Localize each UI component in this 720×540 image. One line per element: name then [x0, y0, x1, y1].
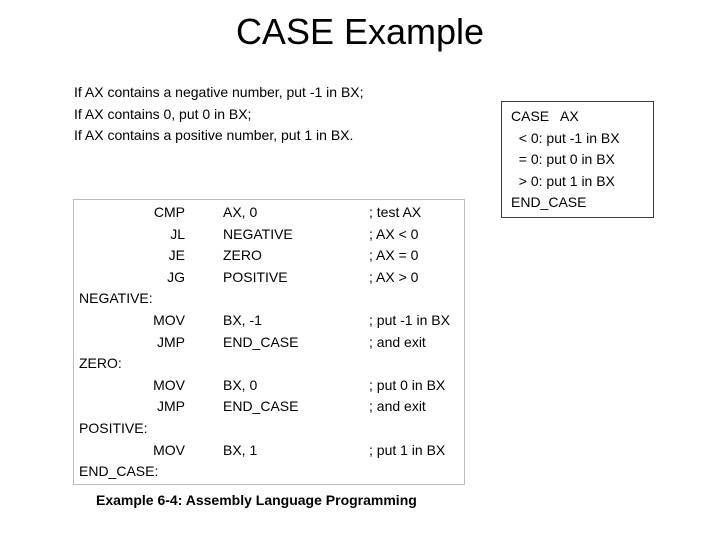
assembly-code — [79, 202, 479, 483]
code-row — [79, 310, 479, 332]
code-row — [79, 461, 479, 483]
code-opcode: MOV — [153, 441, 185, 458]
code-operand: POSITIVE — [223, 268, 288, 285]
code-comment: ; put 0 in BX — [369, 376, 446, 393]
code-operand: BX, 0 — [223, 376, 258, 393]
code-comment: ; and exit — [369, 333, 426, 350]
case-line: CASE AX — [511, 108, 579, 124]
code-row — [79, 332, 479, 354]
case-line: < 0: put -1 in BX — [511, 129, 620, 146]
code-row — [79, 267, 479, 289]
code-row — [79, 375, 479, 397]
case-pseudocode — [511, 106, 620, 214]
code-opcode: JMP — [157, 398, 185, 415]
code-operand: ZERO — [223, 247, 262, 264]
case-line: = 0: put 0 in BX — [511, 151, 615, 168]
code-comment: ; put 1 in BX — [369, 441, 446, 458]
case-line: END_CASE — [511, 194, 587, 211]
statement-line: If AX contains 0, put 0 in BX; — [74, 105, 252, 122]
code-operand: NEGATIVE — [223, 225, 293, 242]
problem-statement — [74, 82, 364, 147]
slide-title: CASE Example — [235, 11, 485, 52]
code-row — [79, 440, 479, 462]
code-opcode: JG — [167, 268, 185, 285]
code-operand: AX, 0 — [223, 204, 258, 220]
code-row — [79, 245, 479, 267]
case-line: > 0: put 1 in BX — [511, 172, 615, 189]
code-operand: BX, -1 — [223, 311, 262, 328]
code-row — [79, 353, 479, 375]
code-opcode: JL — [170, 225, 185, 242]
code-comment: ; test AX — [369, 204, 422, 220]
code-comment: ; AX > 0 — [369, 268, 419, 285]
code-opcode: MOV — [153, 376, 185, 393]
code-row — [79, 396, 479, 418]
statement-line: If AX contains a positive number, put 1 in BX. — [74, 127, 354, 143]
code-opcode: JE — [168, 247, 185, 264]
code-operand: END_CASE — [223, 398, 299, 415]
code-row — [79, 288, 479, 310]
code-operand: END_CASE — [223, 333, 299, 350]
code-opcode: MOV — [153, 311, 185, 328]
code-row — [79, 202, 479, 224]
code-comment: ; and exit — [369, 398, 426, 415]
figure-caption: Example 6-4: Assembly Language Programming — [96, 492, 417, 508]
code-opcode: JMP — [157, 333, 185, 350]
code-label: POSITIVE: — [79, 419, 148, 436]
code-row — [79, 418, 479, 440]
code-opcode: CMP — [153, 204, 185, 220]
statement-line: If AX contains a negative number, put -1 in BX; — [74, 84, 364, 100]
code-row — [79, 224, 479, 246]
code-label: ZERO: — [79, 355, 122, 372]
code-comment: ; AX < 0 — [369, 225, 419, 242]
code-operand: BX, 1 — [223, 441, 258, 458]
code-comment: ; AX = 0 — [369, 247, 419, 264]
code-label: NEGATIVE: — [79, 290, 153, 307]
code-comment: ; put -1 in BX — [369, 311, 450, 328]
code-label: END_CASE: — [79, 463, 159, 480]
